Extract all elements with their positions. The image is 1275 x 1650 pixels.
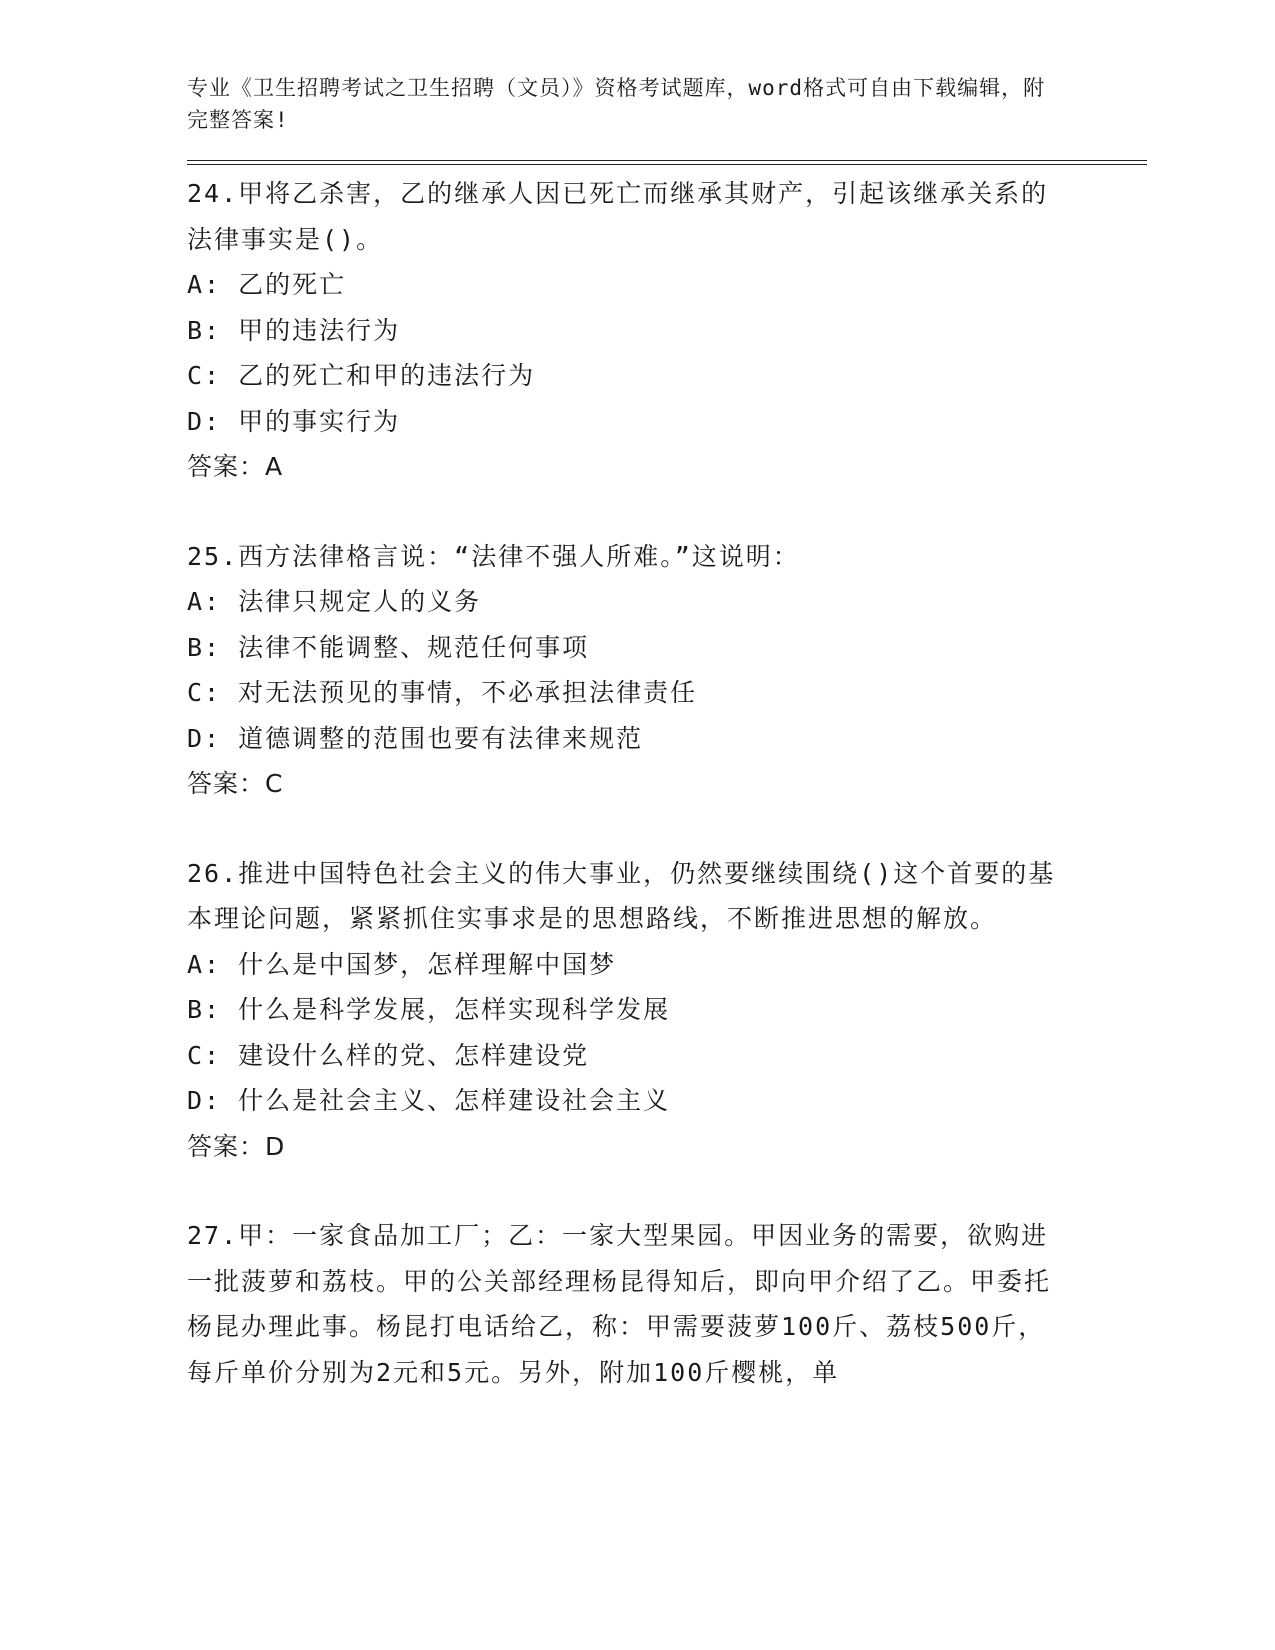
question-25	[187, 534, 1067, 807]
question-stem: 24.甲将乙杀害，乙的继承人因已死亡而继承其财产，引起该继承关系的法律事实是()。	[187, 179, 1049, 254]
question-list	[187, 171, 1067, 1395]
answer-label: 答案：A	[187, 452, 284, 481]
option-c: C: 对无法预见的事情，不必承担法律责任	[187, 678, 698, 707]
question-26	[187, 851, 1067, 1170]
option-c: C: 建设什么样的党、怎样建设党	[187, 1040, 590, 1070]
option-b: B: 法律不能调整、规范任何事项	[187, 632, 590, 662]
question-stem: 25.西方法律格言说：“法律不强人所难。”这说明：	[187, 541, 800, 571]
question-24	[187, 171, 1067, 490]
option-a: A: 什么是中国梦，怎样理解中国梦	[187, 949, 617, 979]
option-c: C: 乙的死亡和甲的违法行为	[187, 361, 536, 390]
question-stem: 27.甲：一家食品加工厂；乙：一家大型果园。甲因业务的需要，欲购进一批菠萝和荔枝。甲的公关部经理杨昆得知后，即向甲介绍了乙。甲委托杨昆办理此事。杨昆打电话给乙，称：甲需要菠萝100斤、荔枝500斤，每斤单价分别为2元和5元。另外，附加100斤樱桃，单	[187, 1221, 1052, 1387]
option-b: B: 甲的违法行为	[187, 315, 401, 345]
option-d: D: 道德调整的范围也要有法律来规范	[187, 723, 644, 753]
option-b: B: 什么是科学发展，怎样实现科学发展	[187, 995, 671, 1024]
question-stem: 26.推进中国特色社会主义的伟大事业，仍然要继续围绕()这个首要的基本理论问题，紧紧抓住实事求是的思想路线，不断推进思想的解放。	[187, 858, 1056, 933]
option-d: D: 甲的事实行为	[187, 406, 401, 436]
header-divider	[187, 160, 1147, 165]
option-a: A: 乙的死亡	[187, 270, 347, 299]
document-header: 专业《卫生招聘考试之卫生招聘（文员）》资格考试题库，word格式可自由下载编辑，附完整答案!	[187, 76, 1046, 132]
option-d: D: 什么是社会主义、怎样建设社会主义	[187, 1086, 671, 1115]
question-27	[187, 1213, 1067, 1395]
option-a: A: 法律只规定人的义务	[187, 587, 482, 616]
answer-label: 答案：C	[187, 769, 284, 798]
document-page	[187, 72, 1147, 1439]
answer-label: 答案：D	[187, 1131, 286, 1161]
